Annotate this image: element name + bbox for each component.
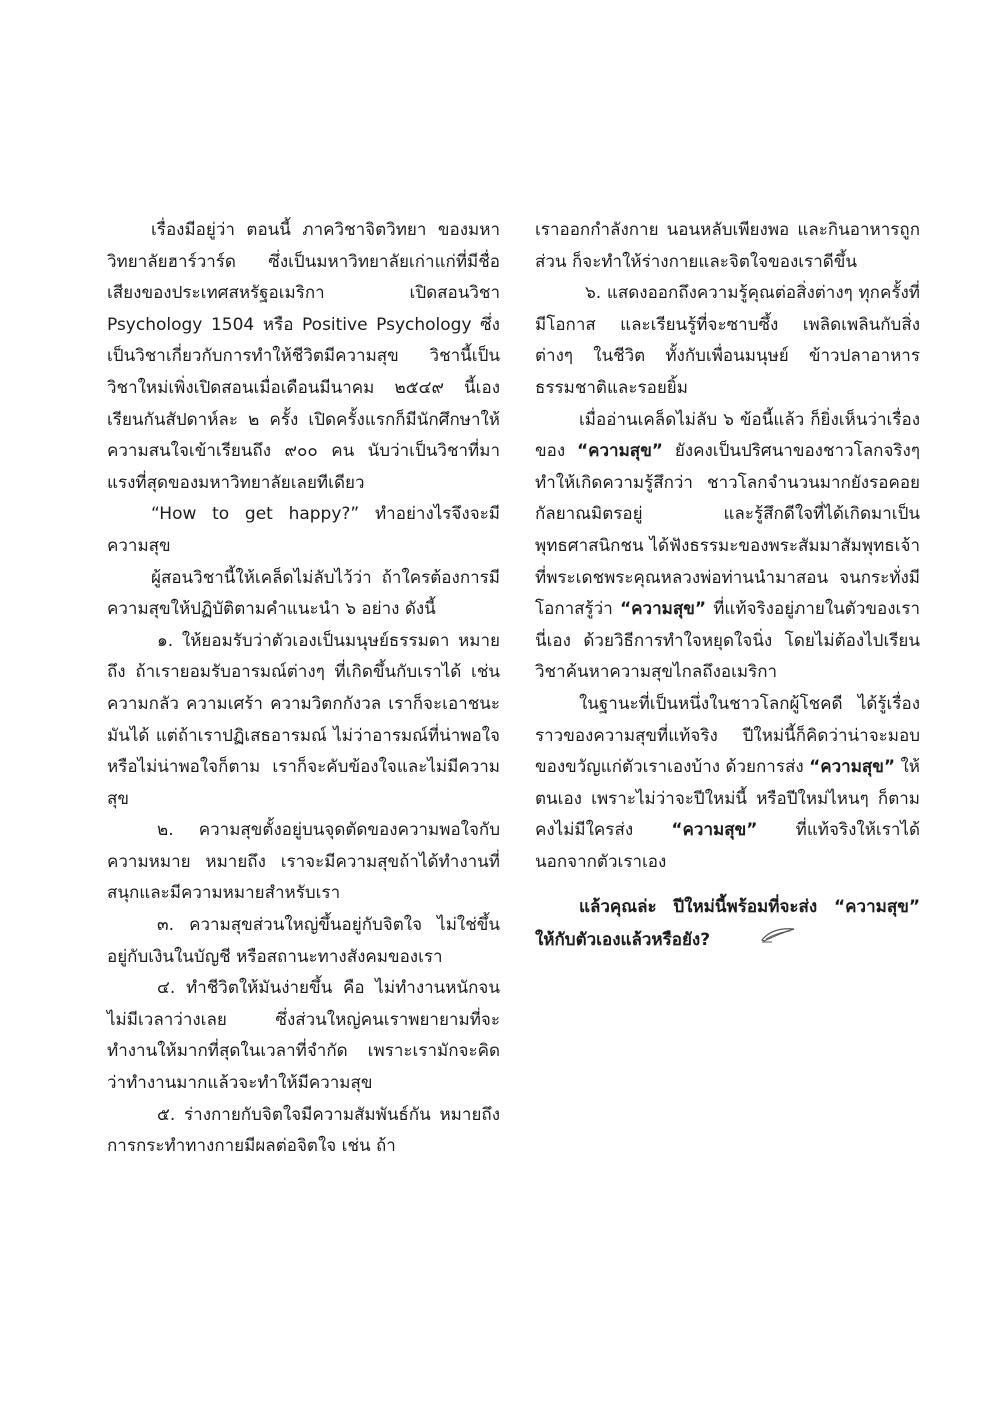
paragraph-question: “How to get happy?” ทำอย่างไรจึงจะมีความสุข: [107, 504, 500, 556]
quill-flourish-icon: [716, 924, 796, 956]
emphasis-happiness: “ความสุข”: [576, 441, 663, 462]
right-column: [535, 215, 920, 956]
emphasis-happiness: “ความสุข”: [809, 757, 896, 778]
paragraph-instructor-advice: ผู้สอนวิชานี้ให้เคล็ดไม่ลับไว้ว่า ถ้าใครต้องการมีความสุขให้ปฏิบัติตามคำแนะนำ ๖ อย่าง ดังนี้: [107, 567, 500, 620]
emphasis-happiness: “ความสุข”: [620, 599, 707, 620]
text-segment: ในฐานะที่เป็นหนึ่งในชาวโลกผู้โชคดี ได้รู้เรื่องราวของความสุขที่แท้จริง ปีใหม่นี้ก็คิดว่าน่าจะมอบของขวัญแก่ตัวเราเองบ้าง ด้วยการส่ง: [535, 693, 920, 778]
paragraph-item-5-continued: เราออกกำลังกาย นอนหลับเพียงพอ และกินอาหารถูกส่วน ก็จะทำให้ร่างกายและจิตใจของเราดีขึ้น: [535, 220, 920, 272]
emphasis-happiness: “ความสุข”: [671, 820, 758, 841]
paragraph-item-3: ๓. ความสุขส่วนใหญ่ขึ้นอยู่กับจิตใจ ไม่ใช่ขึ้นอยู่กับเงินในบัญชี หรือสถานะทางสังคมของเรา: [107, 915, 500, 967]
text-segment: ยังคงเป็นปริศนาของชาวโลกจริงๆ ทำให้เกิดความรู้สึกว่า ชาวโลกจำนวนมากยังรอคอยกัลยาณมิตรอยู่ และรู้สึกดีใจที่ได้เกิดมาเป็นพุทธศาสนิกชน ได้ฟังธรรมะของพระสัมมาสัมพุทธเจ้า ที่พระเดชพระคุณหลวงพ่อท่านนำมาสอน จนกระทั่งมีโอกาสรู้ว่า: [535, 441, 920, 620]
paragraph-item-4: ๔. ทำชีวิตให้มันง่ายขึ้น คือ ไม่ทำงานหนักจนไม่มีเวลาว่างเลย ซึ่งส่วนใหญ่คนเราพยายามที่จะทำงานให้มากที่สุดในเวลาที่จำกัด เพราะเรามักจะคิดว่าทำงานมากแล้วจะทำให้มีความสุข: [107, 978, 500, 1094]
paragraph-reflection: [535, 405, 920, 689]
paragraph-item-5: ๕. ร่างกายกับจิตใจมีความสัมพันธ์กัน หมายถึง การกระทำทางกายมีผลต่อจิตใจ เช่น ถ้า: [107, 1104, 500, 1157]
left-column: [107, 215, 500, 1163]
paragraph-item-2: ๒. ความสุขตั้งอยู่บนจุดตัดของความพอใจกับความหมาย หมายถึง เราจะมีความสุขถ้าได้ทำงานที่สนุกและมีความหมายสำหรับเรา: [107, 820, 500, 904]
closing-text: แล้วคุณล่ะ ปีใหม่นี้พร้อมที่จะส่ง “ความสุข” ให้กับตัวเองแล้วหรือยัง?: [535, 897, 920, 950]
text-segment: ที่แท้จริงให้เราได้ นอกจากตัวเราเอง: [535, 820, 920, 872]
text-segment: เมื่ออ่านเคล็ดไม่ลับ ๖ ข้อนี้แล้ว ก็ยิ่งเห็นว่าเรื่องของ: [535, 409, 920, 462]
text-segment: ที่แท้จริงอยู่ภายในตัวของเรานี่เอง ด้วยวิธีการทำใจหยุดใจนิ่ง โดยไม่ต้องไปเรียนวิชาค้นหาความสุขไกลถึงอเมริกา: [535, 599, 920, 683]
paragraph-item-1: ๑. ให้ยอมรับว่าตัวเองเป็นมนุษย์ธรรมดา หมายถึง ถ้าเรายอมรับอารมณ์ต่างๆ ที่เกิดขึ้นกับเราได้ เช่น ความกลัว ความเศร้า ความวิตกกังวล เราก็จะเอาชนะมันได้ แต่ถ้าเราปฏิเสธอารมณ์ ไม่ว่าอารมณ์ที่น่าพอใจ หรือไม่น่าพอใจก็ตาม เราก็จะคับข้องใจและไม่มีความสุข: [107, 630, 500, 809]
paragraph-item-6: ๖. แสดงออกถึงความรู้คุณต่อสิ่งต่างๆ ทุกครั้งที่มีโอกาส และเรียนรู้ที่จะซาบซึ้ง เพลิดเพลินกับสิ่งต่างๆ ในชีวิต ทั้งกับเพื่อนมนุษย์ ข้าวปลาอาหาร ธรรมชาติและรอยยิ้ม: [535, 283, 920, 398]
paragraph-new-year-gift: [535, 689, 920, 879]
closing-question: [535, 892, 920, 956]
text-segment: ให้ตนเอง เพราะไม่ว่าจะปีใหม่นี้ หรือปีใหม่ไหนๆ ก็ตาม คงไม่มีใครส่ง: [535, 757, 921, 841]
paragraph-intro: เรื่องมีอยู่ว่า ตอนนี้ ภาควิชาจิตวิทยา ของมหาวิทยาลัยฮาร์วาร์ด ซึ่งเป็นมหาวิทยาลัยเก่าแก่ที่มีชื่อเสียงของประเทศสหรัฐอเมริกา เปิดสอนวิชา Psychology 1504 หรือ Positive Psychology ซึ่งเป็นวิชาเกี่ยวกับการทำให้ชีวิตมีความสุข วิชานี้เป็นวิชาใหม่เพิ่งเปิดสอนเมื่อเดือนมีนาคม ๒๕๔๙ นี้เอง เรียนกันสัปดาห์ละ ๒ ครั้ง เปิดครั้งแรกก็มีนักศึกษาให้ความสนใจเข้าเรียนถึง ๙๐๐ คน นับว่าเป็นวิชาที่มาแรงที่สุดของมหาวิทยาลัยเลยทีเดียว: [107, 220, 500, 493]
